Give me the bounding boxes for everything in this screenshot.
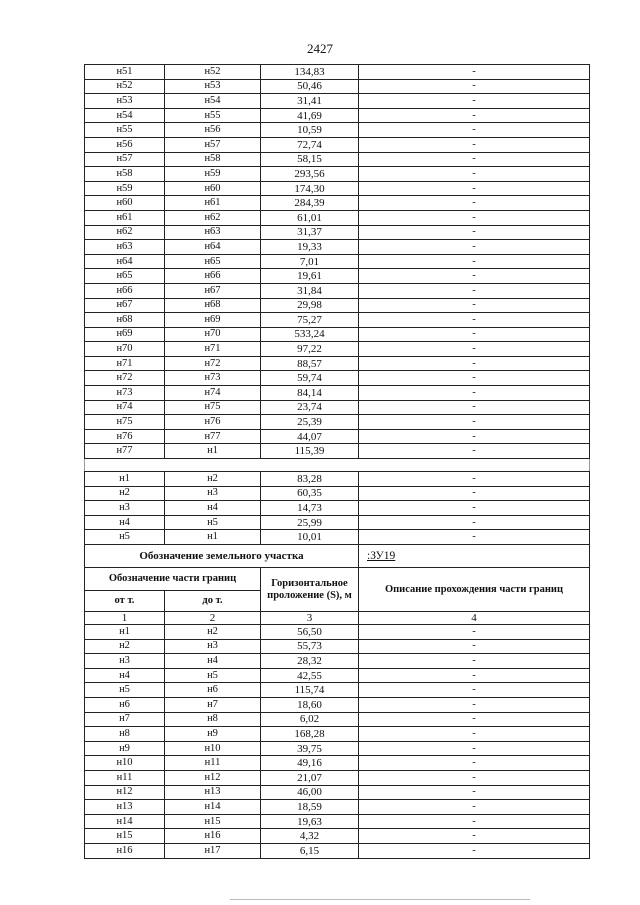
point-from-cell: н74 (85, 400, 165, 415)
length-cell: 23,74 (261, 400, 359, 415)
length-cell: 10,01 (261, 530, 359, 545)
length-cell: 4,32 (261, 829, 359, 844)
point-to-cell: н12 (165, 770, 261, 785)
parcel-title: Обозначение земельного участка (85, 545, 359, 568)
header-row-1 (85, 568, 590, 591)
description-cell: - (359, 254, 590, 269)
length-cell: 39,75 (261, 741, 359, 756)
point-from-cell: н2 (85, 639, 165, 654)
section-b-rows (85, 472, 590, 545)
description-cell: - (359, 770, 590, 785)
table-row (85, 429, 590, 444)
length-cell: 6,15 (261, 843, 359, 858)
length-cell: 49,16 (261, 756, 359, 771)
point-from-cell: н55 (85, 123, 165, 138)
description-cell: - (359, 94, 590, 109)
length-cell: 168,28 (261, 727, 359, 742)
point-from-cell: н76 (85, 429, 165, 444)
section-gap (85, 459, 590, 472)
description-cell: - (359, 712, 590, 727)
description-cell: - (359, 327, 590, 342)
table-row (85, 639, 590, 654)
point-from-cell: н14 (85, 814, 165, 829)
point-from-cell: н72 (85, 371, 165, 386)
point-to-cell: н15 (165, 814, 261, 829)
point-to-cell: н10 (165, 741, 261, 756)
description-cell: - (359, 342, 590, 357)
point-to-cell: н68 (165, 298, 261, 313)
description-cell: - (359, 152, 590, 167)
table-row (85, 712, 590, 727)
point-to-cell: н57 (165, 137, 261, 152)
description-cell: - (359, 829, 590, 844)
point-to-cell: н73 (165, 371, 261, 386)
length-cell: 88,57 (261, 356, 359, 371)
table-row (85, 240, 590, 255)
point-to-cell: н59 (165, 167, 261, 182)
length-cell: 134,83 (261, 65, 359, 80)
point-from-cell: н61 (85, 210, 165, 225)
table-row (85, 625, 590, 640)
point-to-cell: н14 (165, 800, 261, 815)
description-cell: - (359, 167, 590, 182)
point-to-cell: н6 (165, 683, 261, 698)
point-to-cell: н53 (165, 79, 261, 94)
gap-cell (85, 459, 590, 472)
point-to-cell: н71 (165, 342, 261, 357)
point-to-cell: н5 (165, 515, 261, 530)
point-to-cell: н74 (165, 386, 261, 401)
description-cell: - (359, 137, 590, 152)
description-cell: - (359, 639, 590, 654)
length-cell: 50,46 (261, 79, 359, 94)
length-cell: 174,30 (261, 181, 359, 196)
length-cell: 41,69 (261, 108, 359, 123)
table-row (85, 829, 590, 844)
table-row (85, 741, 590, 756)
table-row (85, 152, 590, 167)
description-cell: - (359, 472, 590, 487)
point-from-cell: н16 (85, 843, 165, 858)
description-cell: - (359, 123, 590, 138)
column-number: 1 (85, 612, 165, 625)
point-from-cell: н60 (85, 196, 165, 211)
description-cell: - (359, 79, 590, 94)
length-cell: 6,02 (261, 712, 359, 727)
description-cell: - (359, 225, 590, 240)
point-to-cell: н63 (165, 225, 261, 240)
table-row (85, 814, 590, 829)
point-to-cell: н69 (165, 313, 261, 328)
point-to-cell: н2 (165, 625, 261, 640)
length-cell: 18,59 (261, 800, 359, 815)
point-from-cell: н71 (85, 356, 165, 371)
point-from-cell: н65 (85, 269, 165, 284)
point-to-cell: н1 (165, 530, 261, 545)
table-row (85, 210, 590, 225)
point-from-cell: н7 (85, 712, 165, 727)
parcel-designation: :ЗУ19 (359, 545, 590, 568)
length-cell: 19,33 (261, 240, 359, 255)
point-to-cell: н3 (165, 639, 261, 654)
page-number: 2427 (307, 41, 333, 56)
description-cell: - (359, 756, 590, 771)
table-row (85, 313, 590, 328)
column-number: 2 (165, 612, 261, 625)
point-to-cell: н7 (165, 697, 261, 712)
point-from-cell: н75 (85, 415, 165, 430)
description-cell: - (359, 269, 590, 284)
length-cell: 115,74 (261, 683, 359, 698)
table-row (85, 181, 590, 196)
table-row (85, 444, 590, 459)
description-cell: - (359, 386, 590, 401)
point-to-cell: н8 (165, 712, 261, 727)
description-cell: - (359, 486, 590, 501)
length-cell: 533,24 (261, 327, 359, 342)
point-from-cell: н63 (85, 240, 165, 255)
point-from-cell: н58 (85, 167, 165, 182)
table-row (85, 167, 590, 182)
length-cell: 31,41 (261, 94, 359, 109)
table-row (85, 356, 590, 371)
description-cell: - (359, 530, 590, 545)
length-cell: 84,14 (261, 386, 359, 401)
length-cell: 29,98 (261, 298, 359, 313)
description-cell: - (359, 400, 590, 415)
point-from-cell: н70 (85, 342, 165, 357)
length-cell: 284,39 (261, 196, 359, 211)
table-row (85, 94, 590, 109)
length-cell: 25,39 (261, 415, 359, 430)
point-from-cell: н59 (85, 181, 165, 196)
point-from-cell: н4 (85, 515, 165, 530)
point-from-cell: н3 (85, 654, 165, 669)
description-cell: - (359, 313, 590, 328)
table-row (85, 486, 590, 501)
length-cell: 55,73 (261, 639, 359, 654)
length-cell: 7,01 (261, 254, 359, 269)
table-row (85, 65, 590, 80)
description-cell: - (359, 515, 590, 530)
point-to-cell: н66 (165, 269, 261, 284)
table-row (85, 254, 590, 269)
point-to-cell: н17 (165, 843, 261, 858)
description-cell: - (359, 683, 590, 698)
table-row (85, 283, 590, 298)
table-row (85, 123, 590, 138)
point-from-cell: н13 (85, 800, 165, 815)
length-cell: 42,55 (261, 668, 359, 683)
section-a-rows (85, 65, 590, 459)
description-cell: - (359, 668, 590, 683)
description-cell: - (359, 800, 590, 815)
table-row (85, 137, 590, 152)
length-cell: 28,32 (261, 654, 359, 669)
table-row (85, 501, 590, 516)
table-row (85, 770, 590, 785)
description-cell: - (359, 356, 590, 371)
point-to-cell: н55 (165, 108, 261, 123)
description-cell: - (359, 625, 590, 640)
header-from: от т. (85, 591, 165, 612)
length-cell: 46,00 (261, 785, 359, 800)
point-from-cell: н68 (85, 313, 165, 328)
description-cell: - (359, 181, 590, 196)
table-row (85, 342, 590, 357)
description-cell: - (359, 371, 590, 386)
length-cell: 31,84 (261, 283, 359, 298)
length-cell: 14,73 (261, 501, 359, 516)
length-cell: 75,27 (261, 313, 359, 328)
header-to: до т. (165, 591, 261, 612)
length-cell: 83,28 (261, 472, 359, 487)
table-row (85, 298, 590, 313)
point-from-cell: н9 (85, 741, 165, 756)
table-row (85, 785, 590, 800)
description-cell: - (359, 501, 590, 516)
point-from-cell: н52 (85, 79, 165, 94)
description-cell: - (359, 785, 590, 800)
description-cell: - (359, 727, 590, 742)
point-from-cell: н73 (85, 386, 165, 401)
length-cell: 72,74 (261, 137, 359, 152)
description-cell: - (359, 843, 590, 858)
point-from-cell: н1 (85, 472, 165, 487)
description-cell: - (359, 283, 590, 298)
description-cell: - (359, 298, 590, 313)
length-cell: 58,15 (261, 152, 359, 167)
parcel-header (85, 545, 590, 625)
point-to-cell: н61 (165, 196, 261, 211)
table-row (85, 371, 590, 386)
point-to-cell: н16 (165, 829, 261, 844)
point-from-cell: н62 (85, 225, 165, 240)
table-row (85, 668, 590, 683)
point-to-cell: н11 (165, 756, 261, 771)
point-to-cell: н64 (165, 240, 261, 255)
point-from-cell: н67 (85, 298, 165, 313)
point-from-cell: н5 (85, 530, 165, 545)
point-from-cell: н12 (85, 785, 165, 800)
scan-edge-line (230, 899, 530, 900)
table-row (85, 79, 590, 94)
table-row (85, 386, 590, 401)
table-row (85, 683, 590, 698)
point-to-cell: н60 (165, 181, 261, 196)
table-row (85, 530, 590, 545)
point-from-cell: н53 (85, 94, 165, 109)
description-cell: - (359, 196, 590, 211)
table-row (85, 108, 590, 123)
description-cell: - (359, 444, 590, 459)
table-row (85, 196, 590, 211)
point-to-cell: н4 (165, 501, 261, 516)
point-from-cell: н2 (85, 486, 165, 501)
length-cell: 293,56 (261, 167, 359, 182)
table-row (85, 225, 590, 240)
description-cell: - (359, 65, 590, 80)
point-to-cell: н4 (165, 654, 261, 669)
table-row (85, 843, 590, 858)
point-to-cell: н62 (165, 210, 261, 225)
description-cell: - (359, 415, 590, 430)
point-to-cell: н3 (165, 486, 261, 501)
point-to-cell: н1 (165, 444, 261, 459)
point-from-cell: н15 (85, 829, 165, 844)
column-number-row (85, 612, 590, 625)
table-row (85, 400, 590, 415)
point-from-cell: н4 (85, 668, 165, 683)
description-cell: - (359, 429, 590, 444)
parcel-title-row (85, 545, 590, 568)
description-cell: - (359, 697, 590, 712)
table-row (85, 697, 590, 712)
point-to-cell: н54 (165, 94, 261, 109)
length-cell: 10,59 (261, 123, 359, 138)
length-cell: 61,01 (261, 210, 359, 225)
column-number: 3 (261, 612, 359, 625)
boundary-table (84, 64, 590, 859)
parcel-rows (85, 625, 590, 859)
point-to-cell: н5 (165, 668, 261, 683)
point-to-cell: н76 (165, 415, 261, 430)
point-from-cell: н66 (85, 283, 165, 298)
point-to-cell: н70 (165, 327, 261, 342)
table-row (85, 327, 590, 342)
point-from-cell: н11 (85, 770, 165, 785)
point-from-cell: н56 (85, 137, 165, 152)
point-from-cell: н5 (85, 683, 165, 698)
table-row (85, 800, 590, 815)
table-row (85, 756, 590, 771)
length-cell: 115,39 (261, 444, 359, 459)
table-row (85, 415, 590, 430)
table-row (85, 472, 590, 487)
length-cell: 44,07 (261, 429, 359, 444)
point-to-cell: н56 (165, 123, 261, 138)
point-from-cell: н3 (85, 501, 165, 516)
header-length: Горизонтальное проложение (S), м (261, 568, 359, 612)
point-from-cell: н6 (85, 697, 165, 712)
point-to-cell: н13 (165, 785, 261, 800)
table-row (85, 654, 590, 669)
point-to-cell: н52 (165, 65, 261, 80)
point-from-cell: н54 (85, 108, 165, 123)
description-cell: - (359, 741, 590, 756)
point-from-cell: н64 (85, 254, 165, 269)
point-from-cell: н8 (85, 727, 165, 742)
gap-row (85, 459, 590, 472)
length-cell: 56,50 (261, 625, 359, 640)
point-from-cell: н57 (85, 152, 165, 167)
length-cell: 19,61 (261, 269, 359, 284)
point-from-cell: н69 (85, 327, 165, 342)
point-to-cell: н67 (165, 283, 261, 298)
length-cell: 59,74 (261, 371, 359, 386)
length-cell: 19,63 (261, 814, 359, 829)
point-to-cell: н77 (165, 429, 261, 444)
length-cell: 31,37 (261, 225, 359, 240)
column-number: 4 (359, 612, 590, 625)
point-to-cell: н2 (165, 472, 261, 487)
length-cell: 21,07 (261, 770, 359, 785)
length-cell: 18,60 (261, 697, 359, 712)
description-cell: - (359, 814, 590, 829)
point-to-cell: н9 (165, 727, 261, 742)
header-parts: Обозначение части границ (85, 568, 261, 591)
point-to-cell: н75 (165, 400, 261, 415)
description-cell: - (359, 654, 590, 669)
description-cell: - (359, 240, 590, 255)
point-to-cell: н58 (165, 152, 261, 167)
table-row (85, 269, 590, 284)
table-row (85, 515, 590, 530)
length-cell: 97,22 (261, 342, 359, 357)
point-to-cell: н72 (165, 356, 261, 371)
length-cell: 25,99 (261, 515, 359, 530)
point-from-cell: н51 (85, 65, 165, 80)
length-cell: 60,35 (261, 486, 359, 501)
point-from-cell: н10 (85, 756, 165, 771)
point-from-cell: н1 (85, 625, 165, 640)
table-row (85, 727, 590, 742)
point-to-cell: н65 (165, 254, 261, 269)
point-from-cell: н77 (85, 444, 165, 459)
description-cell: - (359, 108, 590, 123)
header-description: Описание прохождения части границ (359, 568, 590, 612)
description-cell: - (359, 210, 590, 225)
